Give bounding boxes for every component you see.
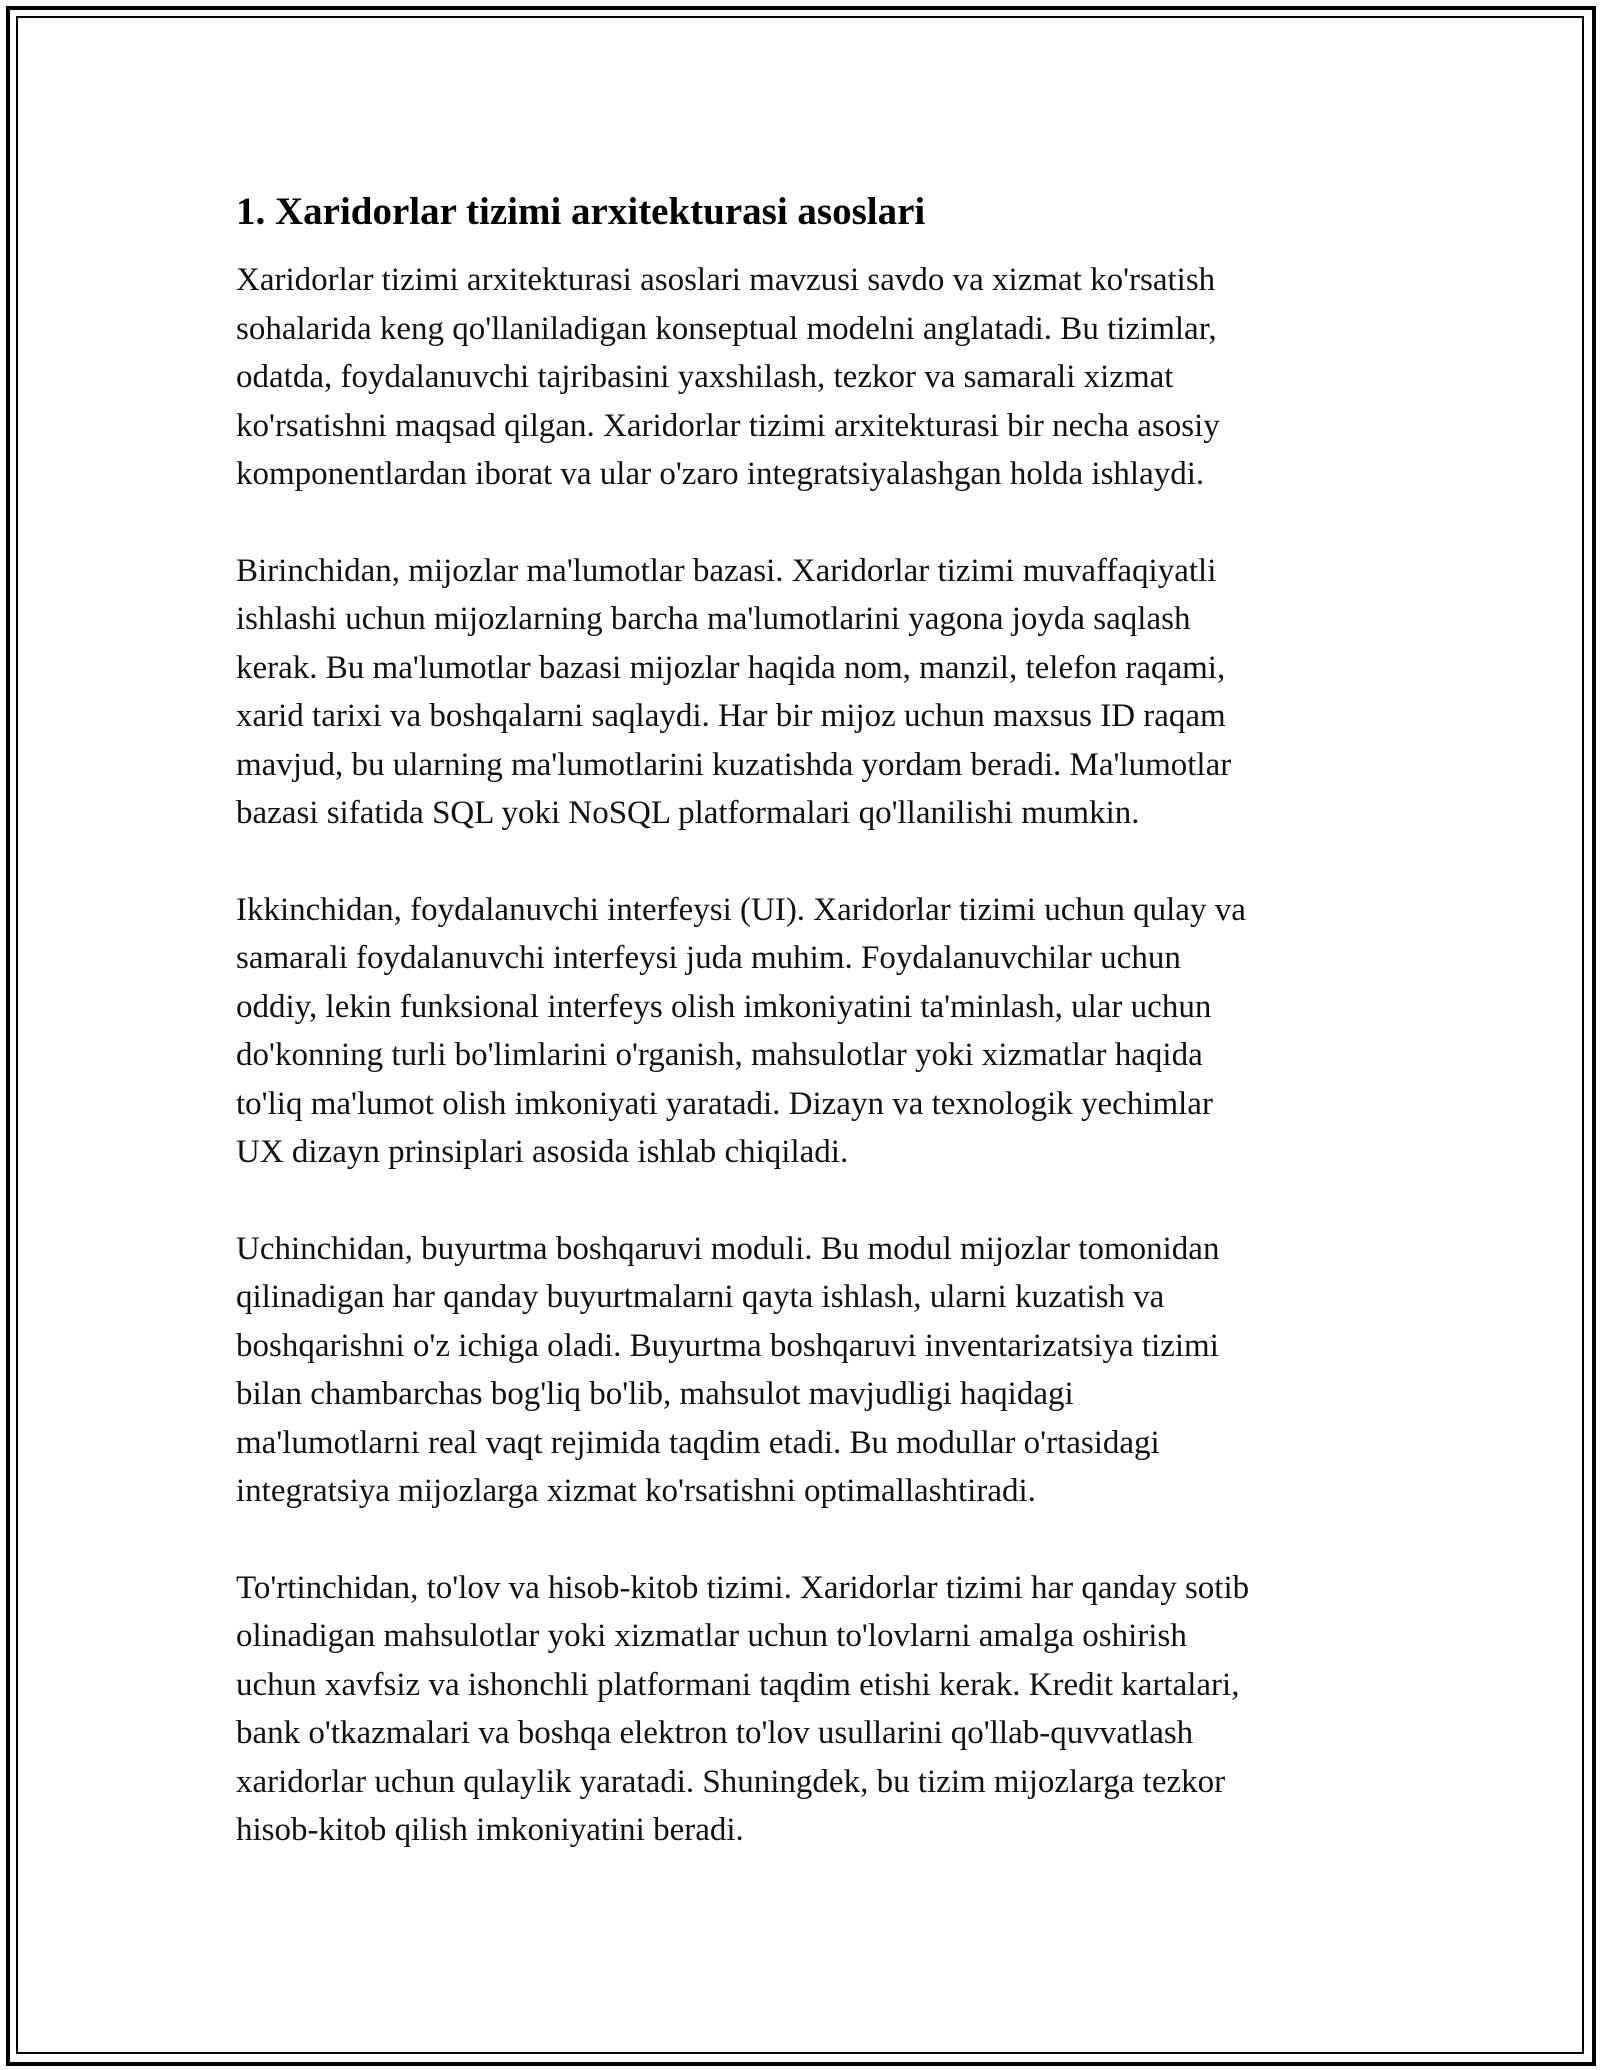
paragraph-order-management: Uchinchidan, buyurtma boshqaruvi moduli. Bu modul mijozlar tomonidan qilinadigan har qanday buyurtmalarni qayta ishlash, ularni kuzatish va boshqarishni o'z ichiga oladi. Buyurtma boshqaruvi inventarizatsiya tizimi bilan chambarchas bog'liq bo'lib, mahsulot mavjudligi haqidagi ma'lumotlarni real vaqt rejimida taqdim etadi. Bu modullar o'rtasidagi integratsiya mijozlarga xizmat ko'rsatishni optimallashtiradi. (236, 1230, 1220, 1509)
paragraph-customer-database: Birinchidan, mijozlar ma'lumotlar bazasi. Xaridorlar tizimi muvaffaqiyatli ishlashi uchun mijozlarning barcha ma'lumotlarini yagona joyda saqlash kerak. Bu ma'lumotlar bazasi mijozlar haqida nom, manzil, telefon raqami, xarid tarixi va boshqalarni saqlaydi. Har bir mijoz uchun maxsus ID raqam mavjud, bu ularning ma'lumotlarini kuzatishda yordam beradi. Ma'lumotlar bazasi sifatida SQL yoki NoSQL platformalari qo'llanilishi mumkin. (236, 552, 1232, 831)
paragraph-payment-system: To'rtinchidan, to'lov va hisob-kitob tizimi. Xaridorlar tizimi har qanday sotib olinadigan mahsulotlar yoki xizmatlar uchun to'lovlarni amalga oshirish uchun xavfsiz va ishonchli platformani taqdim etishi kerak. Kredit kartalari, bank o'tkazmalari va boshqa elektron to'lov usullarini qo'llab-quvvatlash xaridorlar uchun qulaylik yaratadi. Shuningdek, bu tizim mijozlarga tezkor hisob-kitob qilish imkoniyatini beradi. (236, 1569, 1250, 1848)
paragraph-user-interface: Ikkinchidan, foydalanuvchi interfeysi (UI). Xaridorlar tizimi uchun qulay va samarali foydalanuvchi interfeysi juda muhim. Foydalanuvchilar uchun oddiy, lekin funksional interfeys olish imkoniyatini ta'minlash, ular uchun do'konning turli bo'limlarini o'rganish, mahsulotlar yoki xizmatlar haqida to'liq ma'lumot olish imkoniyati yaratadi. Dizayn va texnologik yechimlar UX dizayn prinsiplari asosida ishlab chiqiladi. (236, 891, 1246, 1170)
section-heading: 1. Xaridorlar tizimi arxitekturasi asoslari (236, 190, 926, 233)
document-body (236, 186, 1386, 1855)
paragraph-intro: Xaridorlar tizimi arxitekturasi asoslari mavzusi savdo va xizmat ko'rsatish sohalarida keng qo'llaniladigan konseptual modelni anglatadi. Bu tizimlar, odatda, foydalanuvchi tajribasini yaxshilash, tezkor va samarali xizmat ko'rsatishni maqsad qilgan. Xaridorlar tizimi arxitekturasi bir necha asosiy komponentlardan iborat va ular o'zaro integratsiyalashgan holda ishlaydi. (236, 262, 1220, 492)
